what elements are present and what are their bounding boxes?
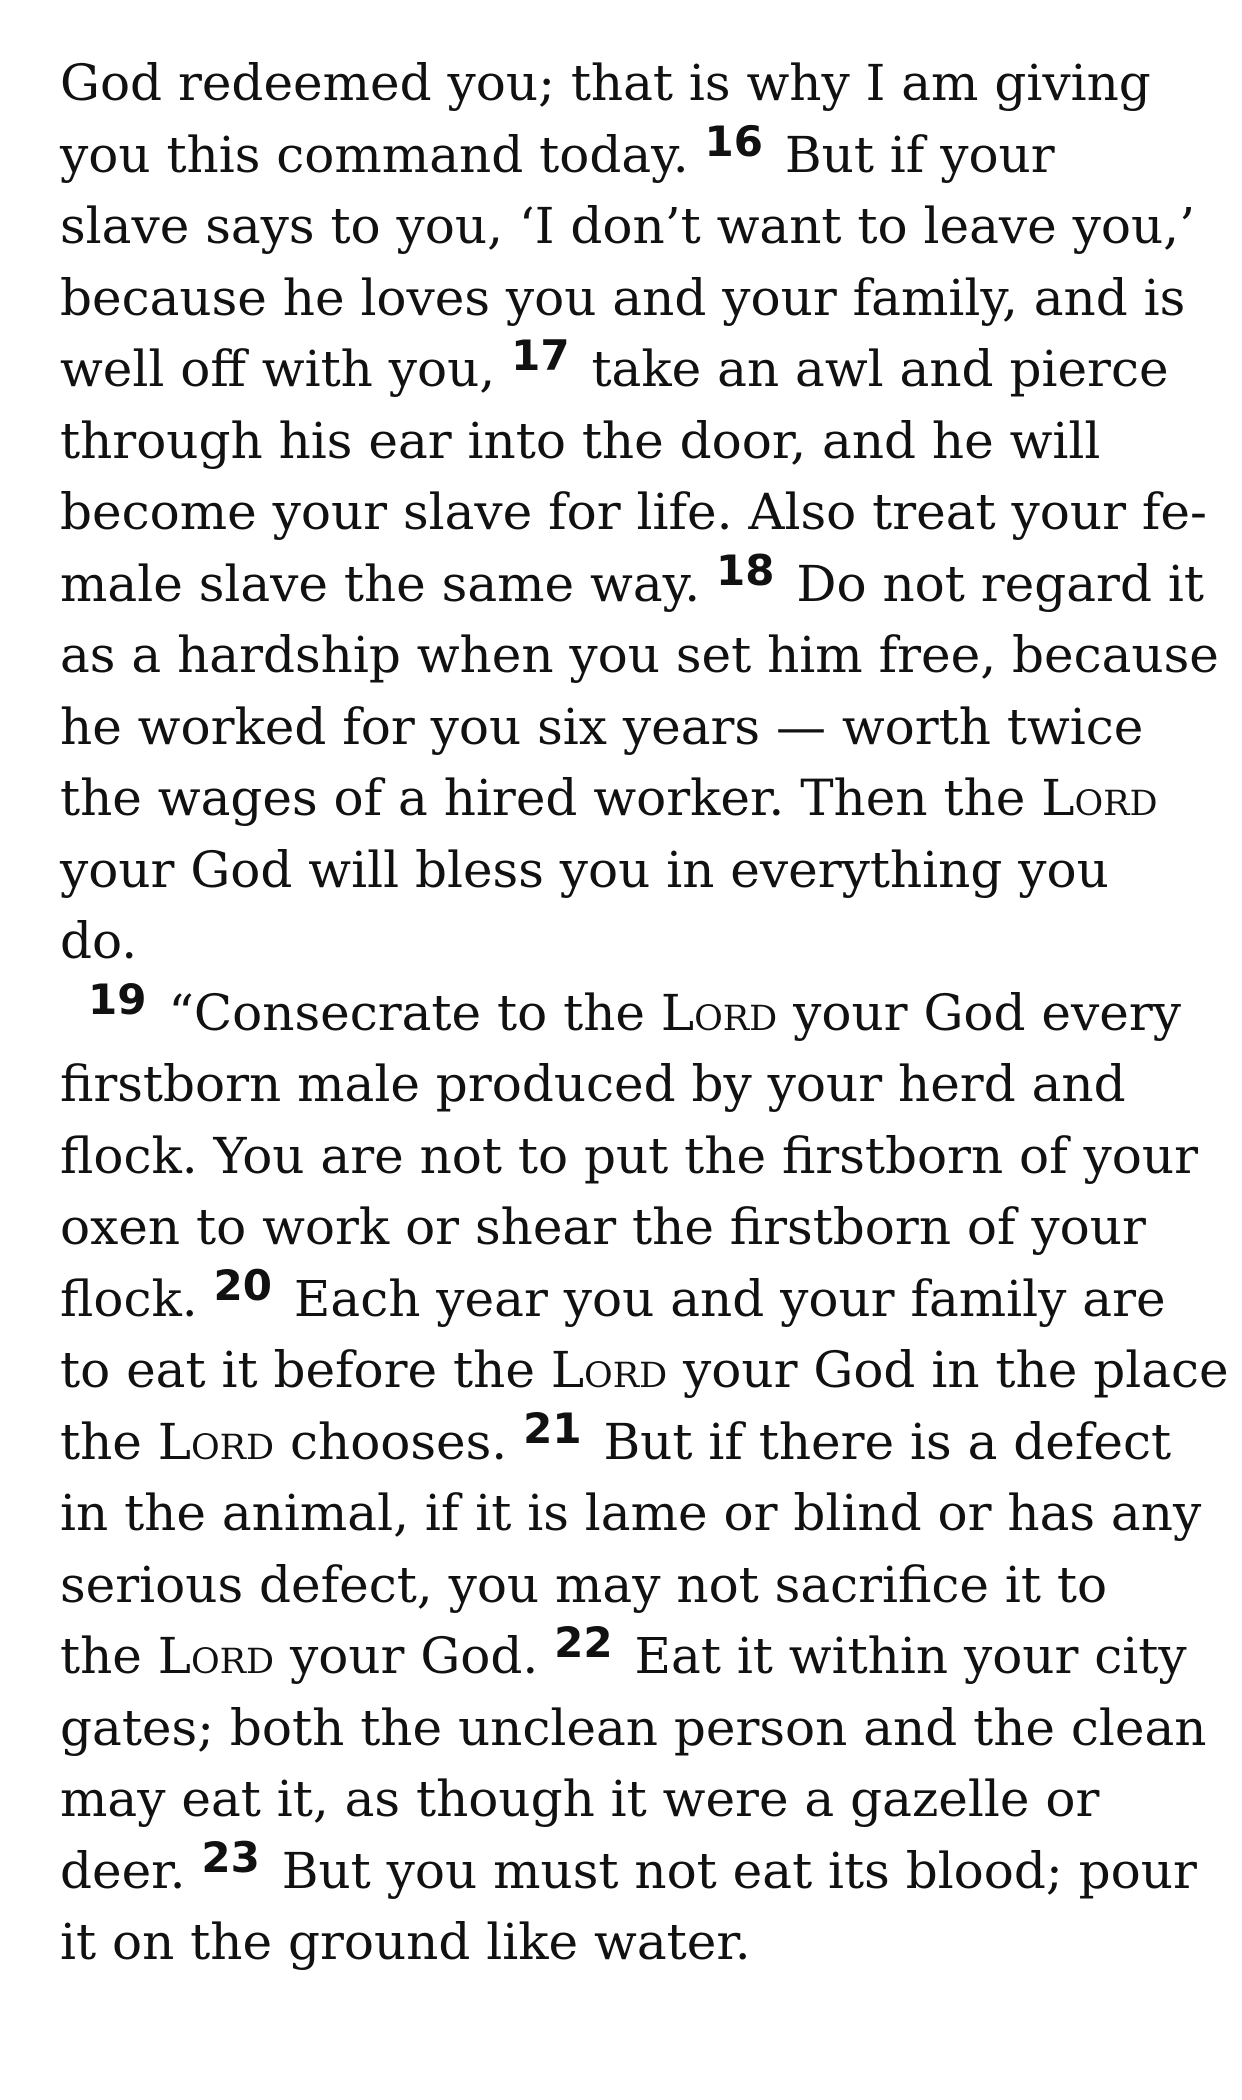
text-run: Eat it within your city (618, 1627, 1187, 1685)
verse-number-20[interactable]: 20 (213, 1260, 272, 1310)
text-run: But if your (768, 125, 1055, 184)
divine-name-small-caps: Lord (550, 1341, 668, 1399)
verse-number-17[interactable]: 17 (511, 331, 570, 380)
text-run: through his ear into the door, and he will (60, 411, 1101, 470)
text-run: Each year you and your family are (278, 1269, 1166, 1328)
text-run: he worked for you six years — worth twice (60, 697, 1144, 756)
text-run: God redeemed you; that is why I am giving (60, 54, 1151, 112)
text-run: gates; both the unclean person and the clean (60, 1698, 1207, 1757)
text-line (60, 1618, 1210, 1693)
text-line (60, 1550, 1210, 1622)
text-run: may eat it, as though it were a gazelle or (60, 1770, 1100, 1828)
text-run: take an awl and pierce (575, 340, 1169, 398)
text-line (60, 1335, 1229, 1407)
divine-name-small-caps: Lord (157, 1412, 275, 1471)
verse-number-23[interactable]: 23 (201, 1832, 260, 1882)
divine-name-small-caps: Lord (157, 1627, 275, 1685)
text-run: But you must not eat its blood; pour (265, 1841, 1197, 1900)
text-line (60, 1478, 1210, 1550)
text-run: your God in the place (667, 1341, 1229, 1399)
verse-number-19[interactable]: 19 (88, 974, 147, 1024)
text-line (60, 692, 1210, 764)
text-run: slave says to you, ‘I don’t want to leave you,’ (60, 197, 1195, 255)
text-line (60, 1192, 1210, 1264)
text-run: as a hardship when you set him free, because (60, 626, 1219, 684)
verse-number-22[interactable]: 22 (554, 1618, 613, 1667)
text-run: it on the ground like water. (60, 1913, 751, 1971)
text-line (60, 477, 1210, 549)
text-run: oxen to work or shear the firstborn of your (60, 1198, 1146, 1256)
text-run: because he loves you and your family, and is (60, 268, 1186, 327)
text-run: to eat it before the (60, 1341, 551, 1399)
text-line (60, 1764, 1210, 1836)
text-run: the wages of a hired worker. Then the (60, 769, 1042, 827)
divine-name-small-caps: Lord (1041, 769, 1158, 827)
text-line (60, 406, 1210, 478)
text-run: in the animal, if it is lame or blind or has any (60, 1484, 1202, 1542)
text-line (60, 1049, 1210, 1121)
text-run: you this command today. (60, 125, 705, 184)
text-line (60, 331, 1210, 406)
text-run: well off with you, (60, 340, 512, 398)
verse-number-21[interactable]: 21 (523, 1403, 582, 1453)
text-run: your God will bless you in everything you (60, 840, 1109, 899)
text-run: the (60, 1627, 158, 1685)
text-run: your God every (777, 983, 1181, 1042)
text-run: flock. (60, 1269, 214, 1328)
text-run: your God. (274, 1627, 555, 1685)
text-line (60, 545, 1210, 621)
text-line (60, 1403, 1210, 1479)
text-line (60, 116, 1210, 192)
text-run: flock. You are not to put the firstborn of your (60, 1126, 1199, 1185)
verse-number-18[interactable]: 18 (716, 545, 775, 595)
text-run: Do not regard it (780, 554, 1204, 613)
text-line (60, 263, 1210, 335)
text-line (60, 835, 1210, 907)
text-run: the (60, 1412, 158, 1471)
text-line (60, 620, 1219, 692)
text-line (60, 1260, 1210, 1336)
text-run: “Consecrate to the (152, 983, 661, 1042)
text-run: do. (60, 912, 138, 970)
text-line (60, 48, 1210, 120)
text-line (60, 763, 1210, 835)
text-run: firstborn male produced by your herd and (60, 1055, 1126, 1113)
verse-number-16[interactable]: 16 (704, 116, 763, 166)
text-run: serious defect, you may not sacrifice it to (60, 1555, 1108, 1614)
text-run: deer. (60, 1841, 202, 1900)
text-line (60, 906, 1210, 978)
text-line (60, 974, 1210, 1050)
text-run: chooses. (274, 1412, 524, 1471)
text-line (60, 1121, 1210, 1193)
text-run: But if there is a defect (587, 1412, 1172, 1471)
text-line (60, 1832, 1210, 1908)
text-line (60, 1907, 1210, 1979)
divine-name-small-caps: Lord (660, 983, 778, 1042)
text-run: male slave the same way. (60, 554, 717, 613)
text-line (60, 191, 1210, 263)
scripture-reading-pane (60, 48, 1229, 1979)
text-run: become your slave for life. Also treat your fe- (60, 483, 1207, 541)
text-line (60, 1693, 1210, 1765)
